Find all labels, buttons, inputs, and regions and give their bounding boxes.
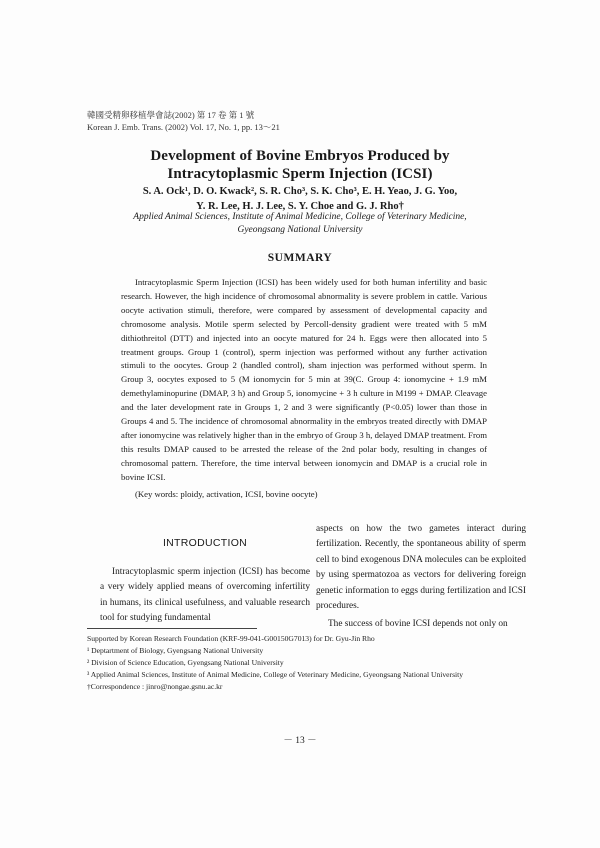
- title-line-2: Intracytoplasmic Sperm Injection (ICSI): [167, 166, 433, 182]
- left-column: [100, 522, 310, 627]
- affiliation-line-2: Gyeongsang National University: [237, 225, 363, 235]
- abstract: [121, 276, 487, 485]
- footnote-1: ¹ Deptartment of Biology, Gyengsang National University: [87, 646, 264, 655]
- keywords: (Key words: ploidy, activation, ICSI, bovine oocyte): [135, 489, 318, 499]
- page-number: － 13 －: [283, 736, 317, 746]
- journal-header: [87, 109, 280, 133]
- right-column: [316, 522, 526, 633]
- authors-line-1: S. A. Ock¹, D. O. Kwack², S. R. Cho³, S. K. Cho³, E. H. Yeao, J. G. Yoo,: [142, 186, 458, 197]
- footnote-support: Supported by Korean Research Foundation (KRF-99-041-G00150G7013) for Dr. Gyu-Jin Rho: [87, 634, 375, 643]
- introduction-heading: INTRODUCTION: [162, 537, 248, 549]
- title-line-1: Development of Bovine Embryos Produced by: [150, 148, 450, 164]
- summary-heading: SUMMARY: [267, 252, 333, 264]
- footnote-correspondence: †Correspondence : jinro@nongae.gsnu.ac.kr: [87, 682, 223, 691]
- footnote-2: ² Division of Science Education, Gyengsang National University: [87, 658, 284, 667]
- intro-paragraph-left: Intracytoplasmic sperm injection (ICSI) has become a very widely applied means of overcoming infertility in humans, its clinical usefulness, and valuable research tool for studying fundamental: [100, 567, 310, 624]
- footnote-3: ³ Applied Animal Sciences, Institute of Animal Medicine, College of Veterinary Medicine, Gyeongsang National University: [87, 670, 464, 679]
- intro-paragraph-right-2: The success of bovine ICSI depends not only on: [328, 619, 508, 630]
- affiliation: [60, 211, 540, 237]
- abstract-text: Intracytoplasmic Sperm Injection (ICSI) has been widely used for both human infertility and basic research. However, the high incidence of chromosomal abnormality is severe problem in cattle. Various oocyte activation stimuli, therefore, were compared by assessment of developmental capacity and chromosome analysis. Motile sperm selected by Percoll-density gradient were treated with 5 mM dithiothreitol (DTT) and injected into an oocyte matured for 24 h. Eggs were then allocated into 5 treatment groups. Group 1 (control), sperm injection was performed without any further activation stimuli to the oocytes. Group 2 (handled control), sham injection was performed without sperm. In Group 3, oocytes exposed to 5 (M ionomycin for 5 min at 39(C. Group 4: ionomycine + 1.9 mM demethylaminopurine (DMAP, 3 h) and Group 5, ionomycine + 3 h culture in M199 + DMAP. Cleavage and the later development rate in Groups 1, 2 and 3 were significantly (P<0.05) lower than those in Groups 4 and 5. The incidence of chromosomal abnormality in the embryos treated directly with DMAP after ionomycine was relatively higher than in the embryo of Group 3 h, delayed DMAP treatment. From this results DMAP caused to be arrested the release of the 2nd polar body, resulting in changes of chromosomal pattern. Therefore, the time interval between ionomycin and DMAP is a crucial role in bovine ICSI.: [121, 277, 487, 482]
- journal-header-english: Korean J. Emb. Trans. (2002) Vol. 17, No. 1, pp. 13～21: [87, 122, 280, 132]
- author-list: [60, 184, 540, 214]
- intro-paragraph-right-1: aspects on how the two gametes interact during fertilization. Recently, the spontaneous ability of sperm cell to bind exogenous DNA molecules can be exploited by using spermatozoa as vectors for delivering foreign genetic information to eggs during fertilization and ICSI procedures.: [316, 524, 526, 612]
- footnotes: [87, 633, 527, 693]
- paper-title: [60, 147, 540, 183]
- footnote-divider: [87, 628, 257, 629]
- journal-header-korean: 韓國受精卵移植學會誌(2002) 第 17 卷 第 1 號: [87, 110, 255, 120]
- affiliation-line-1: Applied Animal Sciences, Institute of Animal Medicine, College of Veterinary Medicine,: [133, 212, 467, 222]
- authors-line-2: Y. R. Lee, H. J. Lee, S. Y. Choe and G. J. Rho†: [196, 201, 404, 212]
